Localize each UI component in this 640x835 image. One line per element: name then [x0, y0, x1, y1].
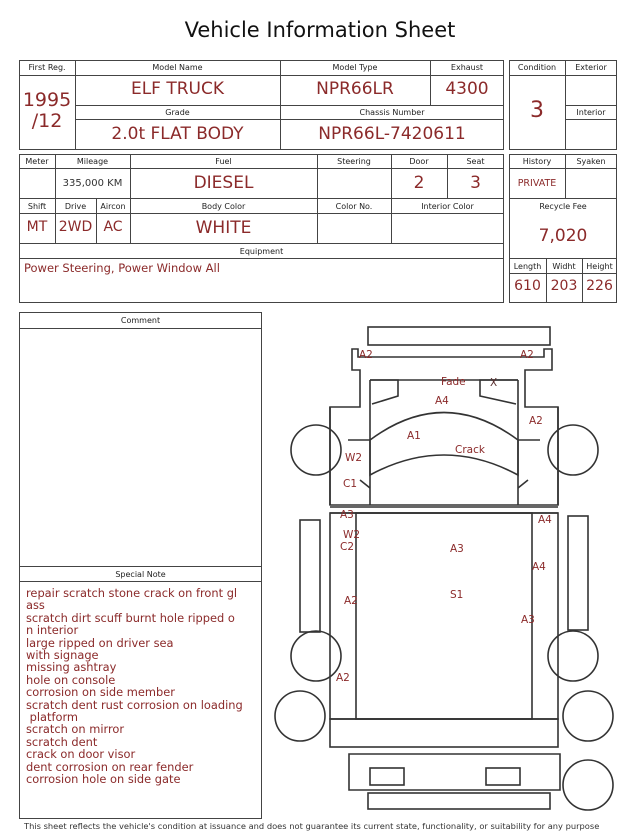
mark-x: X	[490, 377, 498, 389]
special-note-line: with signage	[26, 648, 99, 663]
shift-label: Shift	[27, 202, 47, 211]
history-value: PRIVATE	[517, 178, 557, 189]
recycle-fee-label: Recycle Fee	[539, 202, 587, 211]
height-value: 226	[586, 278, 613, 294]
fuel-label: Fuel	[215, 157, 232, 166]
mileage-value: 335,000 KM	[62, 178, 123, 189]
syaken-label: Syaken	[576, 157, 606, 166]
first-reg-label: First Reg.	[28, 63, 66, 72]
height-label: Height	[586, 262, 613, 271]
mark-s1: S1	[450, 589, 464, 601]
width-label: Widht	[552, 262, 576, 271]
mark-crack: Crack	[455, 444, 485, 456]
chassis-value: NPR66L-7420611	[318, 124, 466, 144]
grade-value: 2.0t FLAT BODY	[111, 124, 244, 144]
mark-a2-front-left: A2	[359, 349, 373, 361]
mark-c1: C1	[343, 478, 358, 490]
aircon-value: AC	[103, 219, 123, 235]
mark-w2-left: W2	[345, 452, 363, 464]
shift-value: MT	[26, 219, 48, 235]
mark-a1: A1	[407, 430, 421, 442]
special-note-line: large ripped on driver sea	[26, 635, 174, 650]
model-type-value: NPR66LR	[316, 79, 394, 99]
special-note-line: scratch dent	[26, 734, 98, 749]
equipment-value: Power Steering, Power Window All	[24, 261, 220, 275]
mark-a2-front-right: A2	[520, 349, 534, 361]
drive-value: 2WD	[58, 219, 93, 235]
mark-a3-center: A3	[450, 543, 464, 555]
special-note-line: ass	[26, 598, 45, 613]
condition-value: 3	[530, 98, 544, 123]
special-note-line: corrosion on side member	[26, 685, 175, 700]
mark-a4-right-mid: A4	[538, 514, 552, 526]
mark-a4-top: A4	[435, 395, 449, 407]
condition-label: Condition	[517, 63, 557, 72]
seat-value: 3	[470, 173, 481, 193]
seat-label: Seat	[466, 157, 485, 166]
length-value: 610	[514, 278, 541, 294]
door-label: Door	[409, 157, 429, 166]
width-value: 203	[550, 278, 578, 294]
aircon-label: Aircon	[100, 202, 126, 211]
special-note-line: platform	[26, 710, 79, 725]
drive-label: Drive	[64, 202, 87, 211]
mark-fade: Fade	[441, 376, 466, 388]
recycle-fee-value: 7,020	[538, 226, 588, 246]
interior-label: Interior	[576, 108, 606, 117]
special-note-line: missing ashtray	[26, 660, 117, 675]
disclaimer-footer: This sheet reflects the vehicle's condition at issuance and does not guarantee its current state, functionality, or suitability for any purpose	[24, 821, 600, 831]
mark-a4-right-low: A4	[532, 561, 546, 573]
fuel-value: DIESEL	[193, 173, 254, 193]
door-value: 2	[413, 173, 425, 193]
first-reg-year: 1995	[22, 89, 72, 111]
special-note-line: hole on console	[26, 672, 116, 687]
body-color-value: WHITE	[195, 218, 252, 238]
mark-a3-right: A3	[521, 614, 535, 626]
special-note-line: scratch dent rust corrosion on loading	[26, 697, 243, 712]
exterior-label: Exterior	[575, 63, 607, 72]
special-note-line: crack on door visor	[26, 747, 136, 762]
mark-a3-left: A3	[340, 509, 354, 521]
body-color-label: Body Color	[201, 202, 246, 211]
history-label: History	[522, 157, 552, 166]
special-note-line: n interior	[26, 623, 79, 638]
comment-label: Comment	[120, 316, 161, 325]
mark-a2-left-bed: A2	[344, 595, 358, 607]
steering-label: Steering	[337, 157, 371, 166]
equipment-label: Equipment	[239, 247, 284, 256]
model-name-label: Model Name	[152, 63, 203, 72]
special-note-line: repair scratch stone crack on front gl	[26, 586, 238, 600]
special-note-line: scratch dirt scuff burnt hole ripped o	[26, 610, 235, 625]
exhaust-label: Exhaust	[450, 63, 484, 72]
exhaust-value: 4300	[445, 79, 489, 99]
mark-a2-left-rear: A2	[336, 672, 350, 684]
model-name-value: ELF TRUCK	[130, 79, 225, 99]
model-type-label: Model Type	[332, 63, 378, 72]
special-note-line: scratch on mirror	[26, 722, 125, 737]
mileage-label: Mileage	[76, 157, 109, 166]
first-reg-month: /12	[31, 110, 63, 132]
mark-w2: W2	[343, 529, 361, 541]
length-label: Length	[513, 262, 542, 271]
mark-a2-right-door: A2	[529, 415, 543, 427]
chassis-label: Chassis Number	[359, 108, 425, 117]
mark-c2: C2	[340, 541, 355, 553]
special-note-line: dent corrosion on rear fender	[26, 759, 194, 774]
meter-label: Meter	[25, 157, 49, 166]
page-title: Vehicle Information Sheet	[184, 18, 456, 42]
special-note-label: Special Note	[115, 570, 166, 579]
color-no-label: Color No.	[335, 202, 373, 211]
grade-label: Grade	[165, 108, 190, 117]
special-note-line: corrosion hole on side gate	[26, 772, 181, 787]
interior-color-label: Interior Color	[421, 202, 474, 211]
